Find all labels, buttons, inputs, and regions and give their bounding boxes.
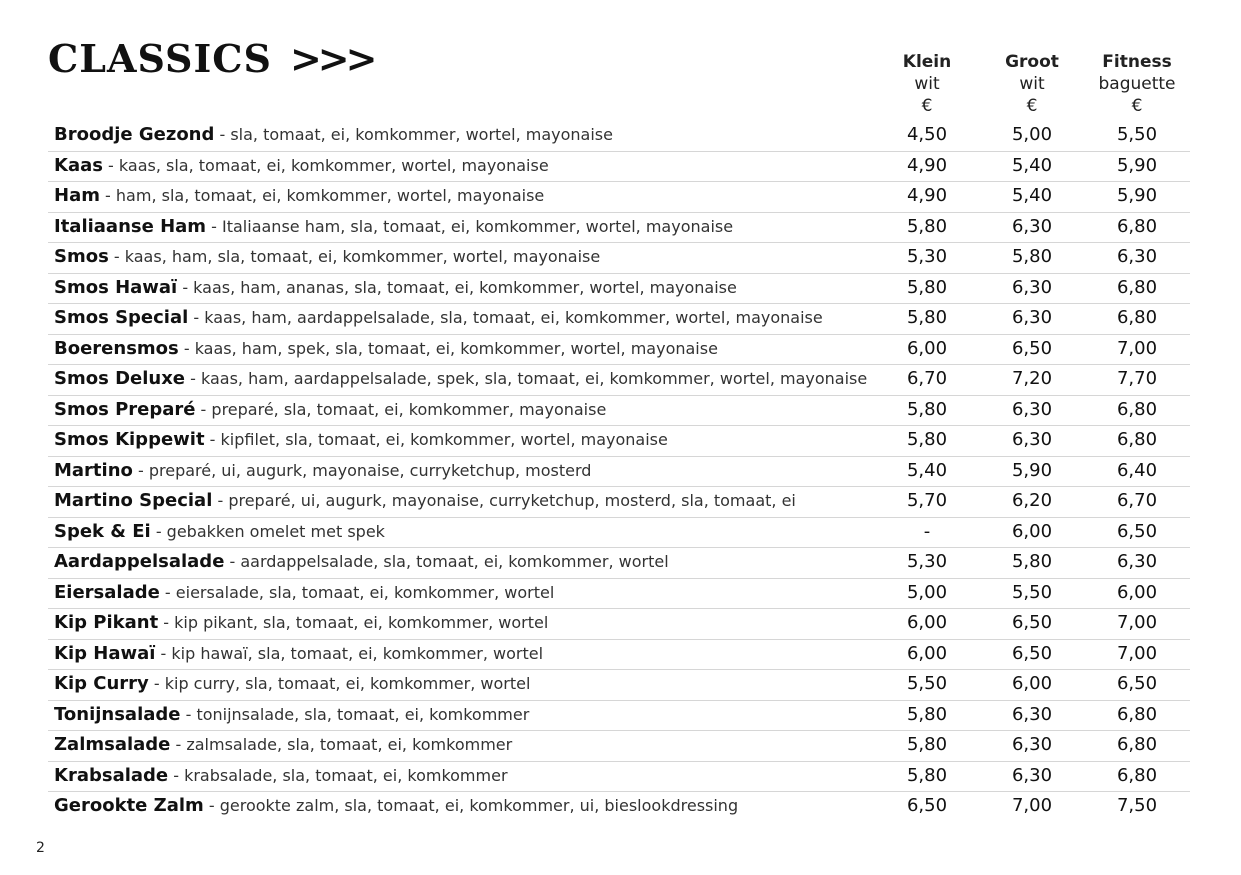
price-groot: 6,50 — [1011, 337, 1053, 359]
menu-row — [48, 640, 1190, 671]
price-groot: 6,30 — [1011, 398, 1053, 420]
price-klein: 6,70 — [906, 368, 948, 389]
item-name: Italiaanse Ham — [54, 215, 207, 237]
item-description — [54, 277, 737, 299]
menu-row — [48, 792, 1190, 822]
item-description — [54, 338, 718, 360]
price-fitness: 6,80 — [1116, 764, 1158, 786]
item-description — [54, 612, 548, 634]
price-klein: 5,70 — [906, 490, 948, 511]
menu-row — [48, 579, 1190, 610]
menu-row — [48, 426, 1190, 457]
item-name: Tonijnsalade — [54, 703, 181, 725]
price-klein: 6,00 — [906, 337, 948, 359]
item-name: Kip Pikant — [54, 612, 159, 633]
item-name: Smos Deluxe — [54, 368, 186, 389]
price-klein: 6,00 — [906, 642, 948, 664]
item-description — [54, 643, 543, 665]
item-name: Kaas — [54, 154, 103, 176]
item-ingredients: - kip pikant, sla, tomaat, ei, komkommer, wortel — [158, 613, 549, 632]
price-groot: 6,30 — [1011, 307, 1053, 328]
column-header-label: Fitness — [1102, 52, 1172, 72]
item-description — [54, 399, 606, 421]
page-number: 2 — [36, 840, 45, 856]
item-ingredients: - preparé, ui, augurk, mayonaise, curryketchup, mosterd, sla, tomaat, ei — [212, 491, 796, 510]
price-groot: 5,40 — [1011, 185, 1053, 206]
item-description — [54, 124, 613, 146]
price-fitness: 7,50 — [1116, 795, 1158, 816]
price-groot: 6,00 — [1011, 673, 1053, 694]
menu-row — [48, 274, 1190, 305]
item-description — [54, 765, 508, 787]
price-klein: 6,00 — [906, 612, 948, 633]
price-klein: 5,80 — [906, 764, 948, 786]
item-name: Smos — [54, 246, 109, 267]
menu-row — [48, 243, 1190, 274]
menu-row — [48, 396, 1190, 427]
price-klein: 5,40 — [906, 459, 948, 481]
item-description — [54, 460, 591, 482]
item-description — [54, 673, 530, 695]
column-header-sublabel: baguette — [1098, 74, 1176, 94]
item-ingredients: - Italiaanse ham, sla, tomaat, ei, komkommer, wortel, mayonaise — [206, 216, 734, 236]
price-fitness: 6,40 — [1116, 459, 1158, 481]
price-fitness: 6,80 — [1116, 398, 1158, 420]
item-ingredients: - gerookte zalm, sla, tomaat, ei, komkommer, ui, bieslookdressing — [203, 796, 739, 815]
item-description — [54, 185, 544, 207]
menu-row — [48, 609, 1190, 640]
item-name: Boerensmos — [54, 337, 179, 359]
price-klein: 4,50 — [906, 124, 948, 145]
item-description — [54, 551, 669, 573]
column-header-sublabel: wit — [914, 74, 940, 94]
price-klein: 4,90 — [906, 154, 948, 176]
item-ingredients: - ham, sla, tomaat, ei, komkommer, wortel, mayonaise — [99, 186, 545, 205]
item-name: Spek & Ei — [54, 520, 151, 542]
item-ingredients: - kaas, ham, aardappelsalade, sla, tomaat, ei, komkommer, wortel, mayonaise — [188, 308, 823, 327]
menu-row — [48, 487, 1190, 518]
item-name: Smos Kippewit — [54, 429, 205, 450]
column-header-klein — [872, 51, 982, 117]
item-description — [54, 216, 733, 238]
menu-row — [48, 670, 1190, 701]
price-klein: 5,50 — [906, 673, 948, 694]
item-description — [54, 704, 529, 726]
price-groot: 7,00 — [1011, 795, 1053, 816]
price-groot: 6,30 — [1011, 429, 1053, 450]
column-header-currency: € — [1131, 96, 1143, 116]
item-ingredients: - sla, tomaat, ei, komkommer, wortel, mayonaise — [214, 125, 613, 144]
item-name: Zalmsalade — [54, 734, 171, 755]
price-groot: 5,80 — [1011, 246, 1053, 267]
item-ingredients: - aardappelsalade, sla, tomaat, ei, komkommer, wortel — [224, 552, 669, 571]
price-groot: 5,40 — [1011, 154, 1053, 176]
menu-list — [48, 121, 1190, 822]
title-arrows: >>> — [289, 36, 374, 81]
item-ingredients: - zalmsalade, sla, tomaat, ei, komkommer — [170, 735, 513, 754]
price-groot: 6,50 — [1011, 612, 1053, 633]
item-name: Smos Preparé — [54, 398, 196, 420]
price-klein: 5,80 — [906, 276, 948, 298]
price-fitness: 6,70 — [1116, 490, 1158, 511]
price-groot: 6,30 — [1011, 276, 1053, 298]
price-klein: 5,80 — [906, 429, 948, 450]
menu-row — [48, 152, 1190, 183]
item-description — [54, 521, 385, 543]
menu-row — [48, 304, 1190, 335]
price-fitness: 6,50 — [1116, 520, 1158, 542]
price-groot: 5,80 — [1011, 551, 1053, 572]
menu-row — [48, 457, 1190, 488]
menu-row — [48, 335, 1190, 366]
item-ingredients: - kaas, ham, aardappelsalade, spek, sla, tomaat, ei, komkommer, wortel, mayonaise — [185, 369, 868, 388]
price-fitness: 7,00 — [1116, 337, 1158, 359]
item-name: Kip Curry — [54, 673, 149, 694]
price-klein: 4,90 — [906, 185, 948, 206]
column-header-fitness — [1082, 51, 1192, 117]
item-ingredients: - kaas, ham, spek, sla, tomaat, ei, komkommer, wortel, mayonaise — [178, 338, 718, 358]
menu-row — [48, 213, 1190, 244]
item-name: Martino — [54, 459, 133, 481]
item-ingredients: - tonijnsalade, sla, tomaat, ei, komkommer — [180, 704, 530, 724]
menu-row — [48, 731, 1190, 762]
price-groot: 5,50 — [1011, 581, 1053, 603]
item-ingredients: - preparé, sla, tomaat, ei, komkommer, mayonaise — [195, 399, 607, 419]
item-name: Smos Hawaï — [54, 276, 178, 298]
item-ingredients: - eiersalade, sla, tomaat, ei, komkommer, wortel — [159, 582, 555, 602]
price-fitness: 6,80 — [1116, 734, 1158, 755]
price-klein: 5,80 — [906, 703, 948, 725]
price-fitness: 5,50 — [1116, 124, 1158, 145]
price-groot: 6,30 — [1011, 703, 1053, 725]
price-klein: 5,80 — [906, 734, 948, 755]
price-fitness: 6,30 — [1116, 551, 1158, 572]
item-name: Broodje Gezond — [54, 124, 215, 145]
price-groot: 6,50 — [1011, 642, 1053, 664]
column-header-groot — [977, 51, 1087, 117]
price-fitness: 6,80 — [1116, 215, 1158, 237]
price-groot: 6,30 — [1011, 734, 1053, 755]
item-ingredients: - kaas, ham, sla, tomaat, ei, komkommer, wortel, mayonaise — [108, 247, 601, 266]
price-klein: 5,00 — [906, 581, 948, 603]
price-fitness: 7,00 — [1116, 642, 1158, 664]
item-ingredients: - gebakken omelet met spek — [150, 521, 385, 541]
price-klein: 5,30 — [906, 246, 948, 267]
menu-row — [48, 518, 1190, 549]
menu-row — [48, 762, 1190, 793]
item-description — [54, 429, 668, 451]
item-ingredients: - kip hawaï, sla, tomaat, ei, komkommer, wortel — [155, 643, 544, 663]
page-title — [48, 36, 374, 81]
price-fitness: 7,70 — [1116, 368, 1158, 389]
price-groot: 6,20 — [1011, 490, 1053, 511]
price-groot: 6,30 — [1011, 764, 1053, 786]
item-description — [54, 307, 823, 329]
price-fitness: 6,80 — [1116, 307, 1158, 328]
price-fitness: 6,80 — [1116, 703, 1158, 725]
price-klein: 5,30 — [906, 551, 948, 572]
price-groot: 5,00 — [1011, 124, 1053, 145]
price-klein: 5,80 — [906, 215, 948, 237]
menu-row — [48, 701, 1190, 732]
menu-row — [48, 365, 1190, 396]
menu-row — [48, 121, 1190, 152]
price-fitness: 5,90 — [1116, 185, 1158, 206]
column-header-currency: € — [921, 96, 933, 116]
item-name: Krabsalade — [54, 764, 169, 786]
item-description — [54, 795, 738, 817]
item-description — [54, 582, 554, 604]
column-header-currency: € — [1026, 96, 1038, 116]
item-ingredients: - kaas, ham, ananas, sla, tomaat, ei, komkommer, wortel, mayonaise — [177, 277, 737, 297]
price-klein: - — [923, 520, 931, 542]
price-fitness: 6,50 — [1116, 673, 1158, 694]
price-fitness: 7,00 — [1116, 612, 1158, 633]
menu-row — [48, 182, 1190, 213]
item-ingredients: - preparé, ui, augurk, mayonaise, curryketchup, mosterd — [132, 460, 592, 480]
item-name: Ham — [54, 185, 100, 206]
price-fitness: 6,80 — [1116, 429, 1158, 450]
price-fitness: 6,30 — [1116, 246, 1158, 267]
price-fitness: 6,80 — [1116, 276, 1158, 298]
item-ingredients: - kipfilet, sla, tomaat, ei, komkommer, wortel, mayonaise — [204, 430, 668, 449]
item-ingredients: - kaas, sla, tomaat, ei, komkommer, wortel, mayonaise — [102, 155, 549, 175]
item-description — [54, 490, 796, 512]
item-name: Kip Hawaï — [54, 642, 156, 664]
item-name: Gerookte Zalm — [54, 795, 204, 816]
item-description — [54, 246, 600, 268]
price-groot: 6,30 — [1011, 215, 1053, 237]
column-header-sublabel: wit — [1019, 74, 1045, 94]
price-groot: 7,20 — [1011, 368, 1053, 389]
price-klein: 5,80 — [906, 307, 948, 328]
item-description — [54, 155, 549, 177]
price-groot: 6,00 — [1011, 520, 1053, 542]
menu-row — [48, 548, 1190, 579]
item-ingredients: - kip curry, sla, tomaat, ei, komkommer, wortel — [148, 674, 531, 693]
price-klein: 6,50 — [906, 795, 948, 816]
item-name: Aardappelsalade — [54, 551, 225, 572]
price-groot: 5,90 — [1011, 459, 1053, 481]
column-header-label: Groot — [1005, 52, 1059, 72]
item-description — [54, 368, 867, 390]
item-ingredients: - krabsalade, sla, tomaat, ei, komkommer — [168, 765, 508, 785]
item-description — [54, 734, 512, 756]
price-fitness: 5,90 — [1116, 154, 1158, 176]
item-name: Eiersalade — [54, 581, 160, 603]
price-klein: 5,80 — [906, 398, 948, 420]
title-text: CLASSICS — [48, 36, 272, 81]
price-fitness: 6,00 — [1116, 581, 1158, 603]
item-name: Smos Special — [54, 307, 189, 328]
item-name: Martino Special — [54, 490, 213, 511]
column-header-label: Klein — [902, 52, 952, 72]
